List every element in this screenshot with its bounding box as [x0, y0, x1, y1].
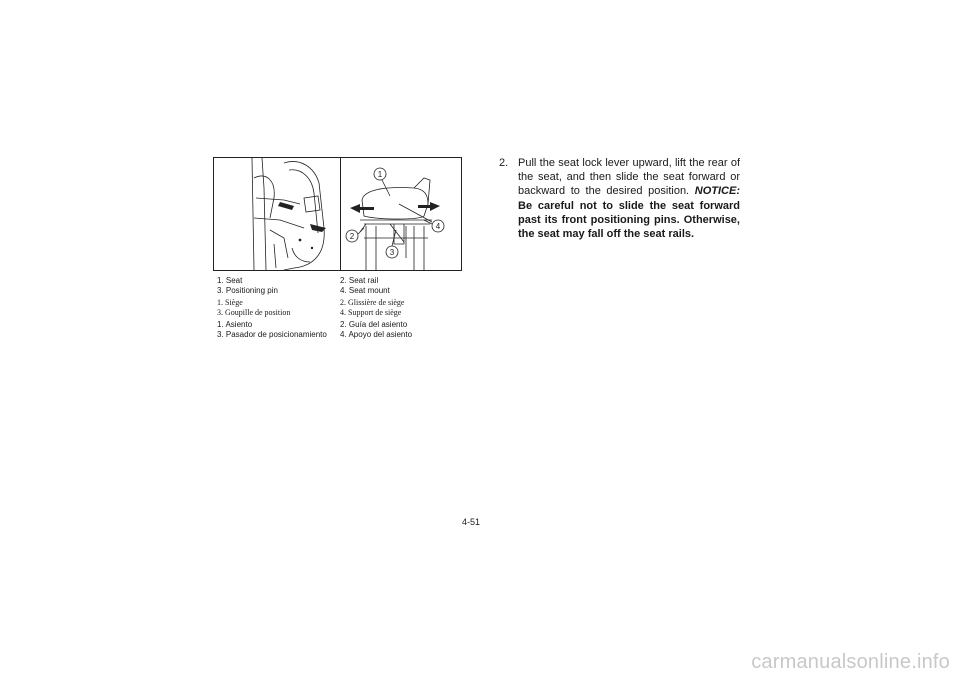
notice-label: NOTICE: [694, 185, 740, 198]
caption-item: 1. Asiento [217, 320, 253, 329]
step-text: Pull the seat lock lever upward, lift the rear of the seat, and then slide the seat forward or backward to the desired position. [518, 157, 740, 198]
step-body [518, 156, 740, 241]
caption-item: 2. Seat rail [340, 276, 379, 285]
caption-item: 4. Apoyo del asiento [340, 329, 413, 339]
seat-adjustment-illustration [213, 157, 462, 271]
page-number: 4-51 [462, 517, 481, 527]
figure-captions [217, 276, 467, 342]
caption-item: 3. Goupille de position [217, 307, 291, 317]
callout-4: 4 [435, 222, 441, 231]
caption-item: 4. Seat mount [340, 285, 390, 295]
caption-item: 1. Seat [217, 276, 243, 285]
callout-1: 1 [377, 170, 383, 179]
step-number: 2. [499, 157, 509, 169]
notice-text: Be careful not to slide the seat forward past its front positioning pins. Otherwise, the seat may fall off the seat rails. [518, 199, 740, 241]
callout-2: 2 [349, 232, 355, 241]
caption-item: 2. Guía del asiento [340, 320, 408, 329]
watermark: carmanualsonline.info [751, 651, 950, 673]
caption-english [217, 276, 467, 295]
illustration-drawing [214, 158, 461, 270]
caption-item: 3. Pasador de posicionamiento [217, 329, 327, 339]
caption-item: 4. Support de siège [340, 307, 402, 317]
caption-item: 3. Positioning pin [217, 285, 278, 295]
caption-item: 2. Glissière de siège [340, 298, 405, 307]
caption-french [217, 298, 467, 317]
caption-item: 1. Siège [217, 298, 243, 307]
instruction-step-2 [499, 156, 740, 241]
caption-spanish [217, 320, 467, 339]
callout-3: 3 [389, 248, 395, 257]
figure-divider [340, 158, 341, 270]
